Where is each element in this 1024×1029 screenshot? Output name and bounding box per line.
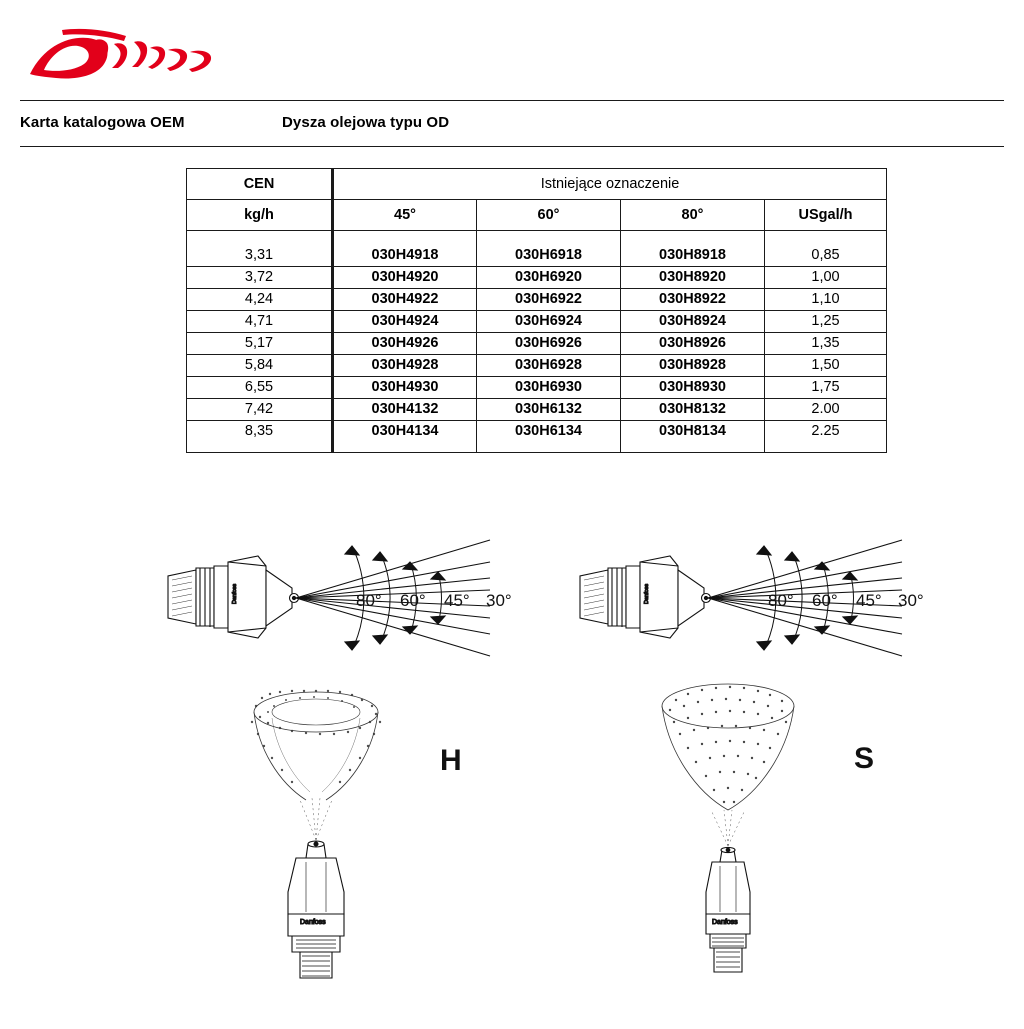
- cell-cen: 4,24: [187, 289, 333, 311]
- subheader-80: 80°: [621, 200, 765, 231]
- header-rule-top: [20, 100, 1004, 101]
- table-row: [187, 333, 887, 355]
- cell-45: 030H4132: [333, 399, 477, 421]
- cell-80: 030H8918: [621, 231, 765, 267]
- cell-45: 030H4920: [333, 267, 477, 289]
- header-cen: CEN: [187, 169, 333, 200]
- document-type-label: Karta katalogowa OEM: [20, 114, 185, 131]
- angle-label-30: 30°: [486, 591, 512, 610]
- nozzle-brand-label: Danfoss: [232, 583, 238, 604]
- cell-80: 030H8920: [621, 267, 765, 289]
- cell-60: 030H6922: [477, 289, 621, 311]
- subheader-45: 45°: [333, 200, 477, 231]
- table-row: [187, 231, 887, 267]
- document-title: Dysza olejowa typu OD: [282, 114, 450, 131]
- nozzle-brand-label: Danfoss: [300, 919, 326, 926]
- header-rule-bottom: [20, 146, 1004, 147]
- cell-usgal: 1,00: [765, 267, 887, 289]
- nozzle-side-view: [580, 556, 711, 638]
- nozzle-side-view: [168, 556, 299, 638]
- cell-45: 030H4922: [333, 289, 477, 311]
- cell-60: 030H6924: [477, 311, 621, 333]
- cell-60: 030H6926: [477, 333, 621, 355]
- cell-60: 030H6930: [477, 377, 621, 399]
- angle-label-80: 80°: [356, 591, 382, 610]
- cell-45: 030H4930: [333, 377, 477, 399]
- cell-usgal: 1,50: [765, 355, 887, 377]
- danfoss-logo: [22, 28, 242, 88]
- spray-pattern-solid: [662, 684, 794, 810]
- table-row: [187, 289, 887, 311]
- cell-80: 030H8926: [621, 333, 765, 355]
- cell-60: 030H6132: [477, 399, 621, 421]
- specification-table: [186, 168, 887, 453]
- angle-label-80: 80°: [768, 591, 794, 610]
- table-header-group-row: [187, 169, 887, 200]
- cell-45: 030H4924: [333, 311, 477, 333]
- figure-solid-cone: [500, 500, 1012, 1024]
- angle-label-60: 60°: [400, 591, 426, 610]
- nozzle-brand-label: Danfoss: [644, 583, 650, 604]
- nozzle-brand-label: Danfoss: [712, 919, 738, 926]
- cell-cen: 5,84: [187, 355, 333, 377]
- table-row: [187, 355, 887, 377]
- figure-type-letter: H: [440, 744, 462, 777]
- angle-label-60: 60°: [812, 591, 838, 610]
- cell-cen: 3,31: [187, 231, 333, 267]
- cell-cen: 3,72: [187, 267, 333, 289]
- cell-cen: 4,71: [187, 311, 333, 333]
- nozzle-vertical-view: [706, 847, 750, 972]
- specification-table-wrapper: [186, 168, 886, 453]
- angle-label-45: 45°: [444, 591, 470, 610]
- angle-label-45: 45°: [856, 591, 882, 610]
- header-row: [20, 114, 1004, 138]
- cell-usgal: 1,25: [765, 311, 887, 333]
- cell-80: 030H8922: [621, 289, 765, 311]
- angle-label-30: 30°: [898, 591, 924, 610]
- cell-45: 030H4926: [333, 333, 477, 355]
- table-row: [187, 421, 887, 453]
- subheader-kgh: kg/h: [187, 200, 333, 231]
- cell-60: 030H6920: [477, 267, 621, 289]
- table-head: [187, 169, 887, 231]
- cell-usgal: 1,10: [765, 289, 887, 311]
- cell-usgal: 2.00: [765, 399, 887, 421]
- table-row: [187, 267, 887, 289]
- cell-80: 030H8924: [621, 311, 765, 333]
- cell-60: 030H6928: [477, 355, 621, 377]
- figure-hollow-cone: [0, 500, 512, 1024]
- header-existing-designation: Istniejące oznaczenie: [333, 169, 887, 200]
- table-row: [187, 399, 887, 421]
- cell-80: 030H8134: [621, 421, 765, 453]
- cell-cen: 6,55: [187, 377, 333, 399]
- nozzle-vertical-view: [288, 841, 344, 978]
- cell-cen: 8,35: [187, 421, 333, 453]
- cell-60: 030H6134: [477, 421, 621, 453]
- spray-pattern-hollow: [251, 690, 381, 800]
- figures-area: [0, 500, 1024, 1024]
- cell-usgal: 0,85: [765, 231, 887, 267]
- cell-80: 030H8928: [621, 355, 765, 377]
- figure-type-letter: S: [854, 742, 875, 775]
- cell-45: 030H4134: [333, 421, 477, 453]
- cell-45: 030H4918: [333, 231, 477, 267]
- cell-60: 030H6918: [477, 231, 621, 267]
- table-row: [187, 377, 887, 399]
- cell-usgal: 1,75: [765, 377, 887, 399]
- cell-80: 030H8930: [621, 377, 765, 399]
- table-body: [187, 231, 887, 453]
- cell-usgal: 2.25: [765, 421, 887, 453]
- table-subheader-row: [187, 200, 887, 231]
- cell-cen: 7,42: [187, 399, 333, 421]
- cell-80: 030H8132: [621, 399, 765, 421]
- cell-45: 030H4928: [333, 355, 477, 377]
- subheader-usgal: USgal/h: [765, 200, 887, 231]
- cell-usgal: 1,35: [765, 333, 887, 355]
- subheader-60: 60°: [477, 200, 621, 231]
- table-row: [187, 311, 887, 333]
- cell-cen: 5,17: [187, 333, 333, 355]
